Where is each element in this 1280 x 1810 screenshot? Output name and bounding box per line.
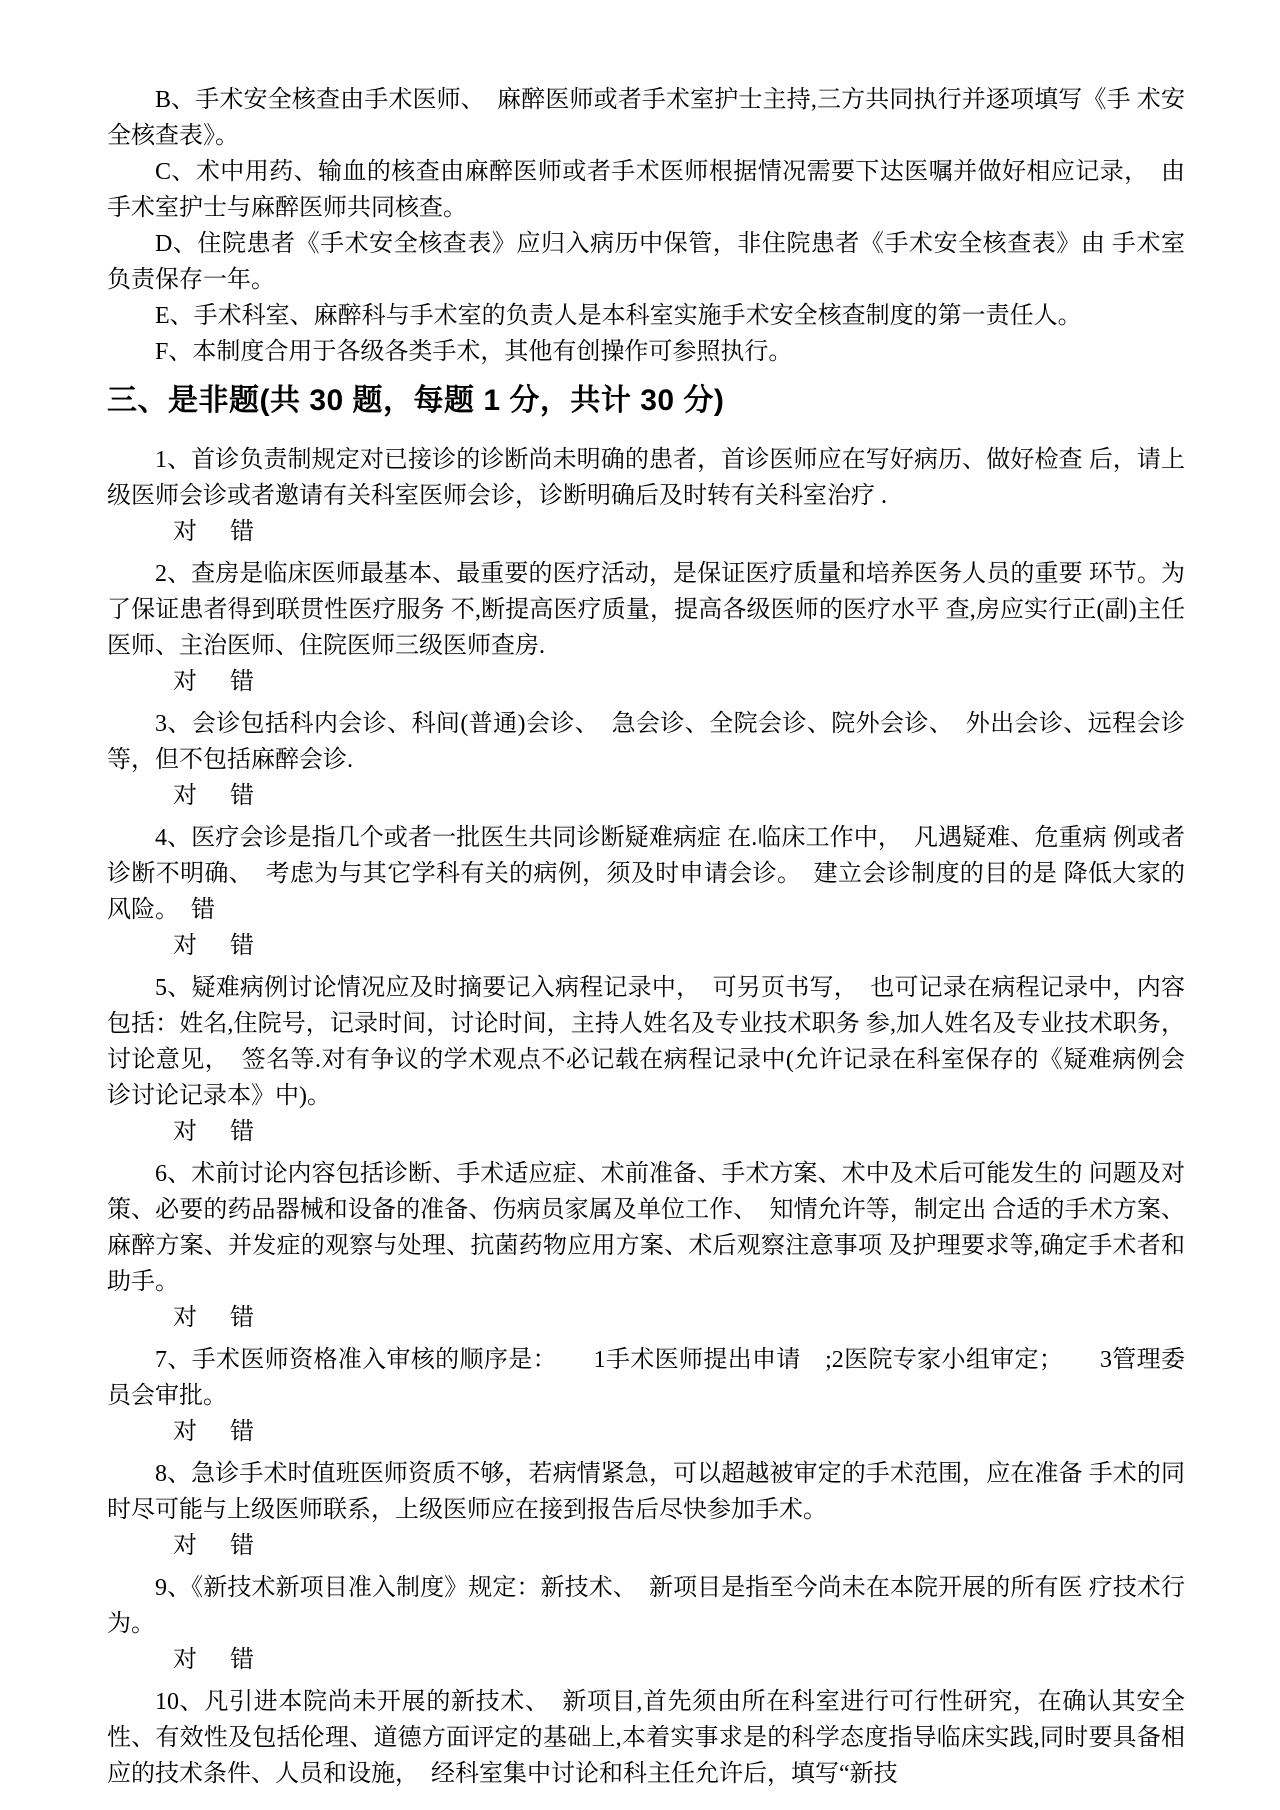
question-10 <box>107 1684 1185 1792</box>
option-false: 错 <box>230 783 254 809</box>
question-text: 10、凡引进本院尚未开展的新技术、 新项目,首先须由所在科室进行可行性研究，在确认其安全性、有效性及包括伦理、道德方面评定的基础上,本着实事求是的科学态度指导临床实践,同时要具备相应的技术条件、人员和设施， 经科室集中讨论和科主任允许后，填写“新技 <box>107 1689 1185 1787</box>
section-heading: 三、是非题(共 30 题，每题 1 分，共计 30 分) <box>107 384 725 417</box>
answer-options <box>107 664 1185 700</box>
question-8 <box>107 1456 1185 1564</box>
question-text: 2、查房是临床医师最基本、最重要的医疗活动，是保证医疗质量和培养医务人员的重要 环节。为了保证患者得到联贯性医疗服务 不,断提高医疗质量，提高各级医师的医疗水平 查,房应实行正(副)主任医师、主治医师、住院医师三级医师查房. <box>107 561 1185 659</box>
option-false: 错 <box>230 1119 254 1145</box>
option-false: 错 <box>230 1419 254 1445</box>
answer-options <box>107 1642 1185 1678</box>
answer-options <box>107 928 1185 964</box>
intro-paragraph-d: D、住院患者《手术安全核查表》应归入病历中保管，非住院患者《手术安全核查表》由 手术室负责保存一年。 <box>107 231 1185 293</box>
question-text: 5、疑难病例讨论情况应及时摘要记入病程记录中， 可另页书写， 也可记录在病程记录中，内容包括：姓名,住院号，记录时间，讨论时间，主持人姓名及专业技术职务 参,加人姓名及专业技术职务，讨论意见， 签名等.对有争议的学术观点不必记载在病程记录中(允许记录在科室保存的《疑难病例会诊讨论记录本》中)。 <box>107 975 1185 1109</box>
option-true: 对 <box>173 1533 197 1559</box>
option-false: 错 <box>230 669 254 695</box>
question-text: 6、术前讨论内容包括诊断、手术适应症、术前准备、手术方案、术中及术后可能发生的 问题及对策、必要的药品器械和设备的准备、伤病员家属及单位工作、 知情允许等，制定出 合适的手术方案、麻醉方案、并发症的观察与处理、抗菌药物应用方案、术后观察注意事项 及护理要求等,确定手术者和助手。 <box>107 1161 1185 1295</box>
intro-paragraph-f: F、本制度合用于各级各类手术，其他有创操作可参照执行。 <box>155 339 793 365</box>
question-text: 9、《新技术新项目准入制度》规定：新技术、 新项目是指至今尚未在本院开展的所有医 疗技术行为。 <box>107 1575 1185 1637</box>
answer-options <box>107 1300 1185 1336</box>
question-4 <box>107 820 1185 964</box>
question-2 <box>107 556 1185 700</box>
option-false: 错 <box>230 1533 254 1559</box>
option-false: 错 <box>230 519 254 545</box>
question-5 <box>107 970 1185 1150</box>
answer-options <box>107 1528 1185 1564</box>
option-true: 对 <box>173 1305 197 1331</box>
question-9 <box>107 1570 1185 1678</box>
question-7 <box>107 1342 1185 1450</box>
option-true: 对 <box>173 933 197 959</box>
option-true: 对 <box>173 519 197 545</box>
question-3 <box>107 706 1185 814</box>
option-false: 错 <box>230 1647 254 1673</box>
question-text: 7、手术医师资格准入审核的顺序是： 1手术医师提出申请 ;2医院专家小组审定； 3管理委员会审批。 <box>107 1347 1185 1409</box>
answer-options <box>107 1414 1185 1450</box>
question-1 <box>107 442 1185 550</box>
intro-paragraph-b: B、手术安全核查由手术医师、 麻醉医师或者手术室护士主持,三方共同执行并逐项填写《手 术安全核查表》。 <box>107 87 1185 149</box>
question-text: 8、急诊手术时值班医师资质不够，若病情紧急，可以超越被审定的手术范围，应在准备 手术的同时尽可能与上级医师联系，上级医师应在接到报告后尽快参加手术。 <box>107 1461 1185 1523</box>
intro-paragraph-e: E、手术科室、麻醉科与手术室的负责人是本科室实施手术安全核查制度的第一责任人。 <box>155 303 1082 329</box>
option-true: 对 <box>173 1119 197 1145</box>
intro-paragraph-c: C、术中用药、输血的核查由麻醉医师或者手术医师根据情况需要下达医嘱并做好相应记录， 由手术室护士与麻醉医师共同核查。 <box>107 159 1185 221</box>
answer-options <box>107 514 1185 550</box>
option-false: 错 <box>230 1305 254 1331</box>
option-false: 错 <box>230 933 254 959</box>
option-true: 对 <box>173 1647 197 1673</box>
option-true: 对 <box>173 783 197 809</box>
question-text: 1、首诊负责制规定对已接诊的诊断尚未明确的患者，首诊医师应在写好病历、做好检查 后，请上级医师会诊或者邀请有关科室医师会诊，诊断明确后及时转有关科室治疗 . <box>107 447 1185 509</box>
question-text: 4、医疗会诊是指几个或者一批医生共同诊断疑难病症 在.临床工作中， 凡遇疑难、危重病 例或者诊断不明确、 考虑为与其它学科有关的病例，须及时申请会诊。 建立会诊制度的目的是 降低大家的风险。 错 <box>107 825 1185 923</box>
answer-options <box>107 778 1185 814</box>
option-true: 对 <box>173 1419 197 1445</box>
option-true: 对 <box>173 669 197 695</box>
question-6 <box>107 1156 1185 1336</box>
question-text: 3、会诊包括科内会诊、科间(普通)会诊、 急会诊、全院会诊、院外会诊、 外出会诊、远程会诊等，但不包括麻醉会诊. <box>107 711 1185 773</box>
answer-options <box>107 1114 1185 1150</box>
